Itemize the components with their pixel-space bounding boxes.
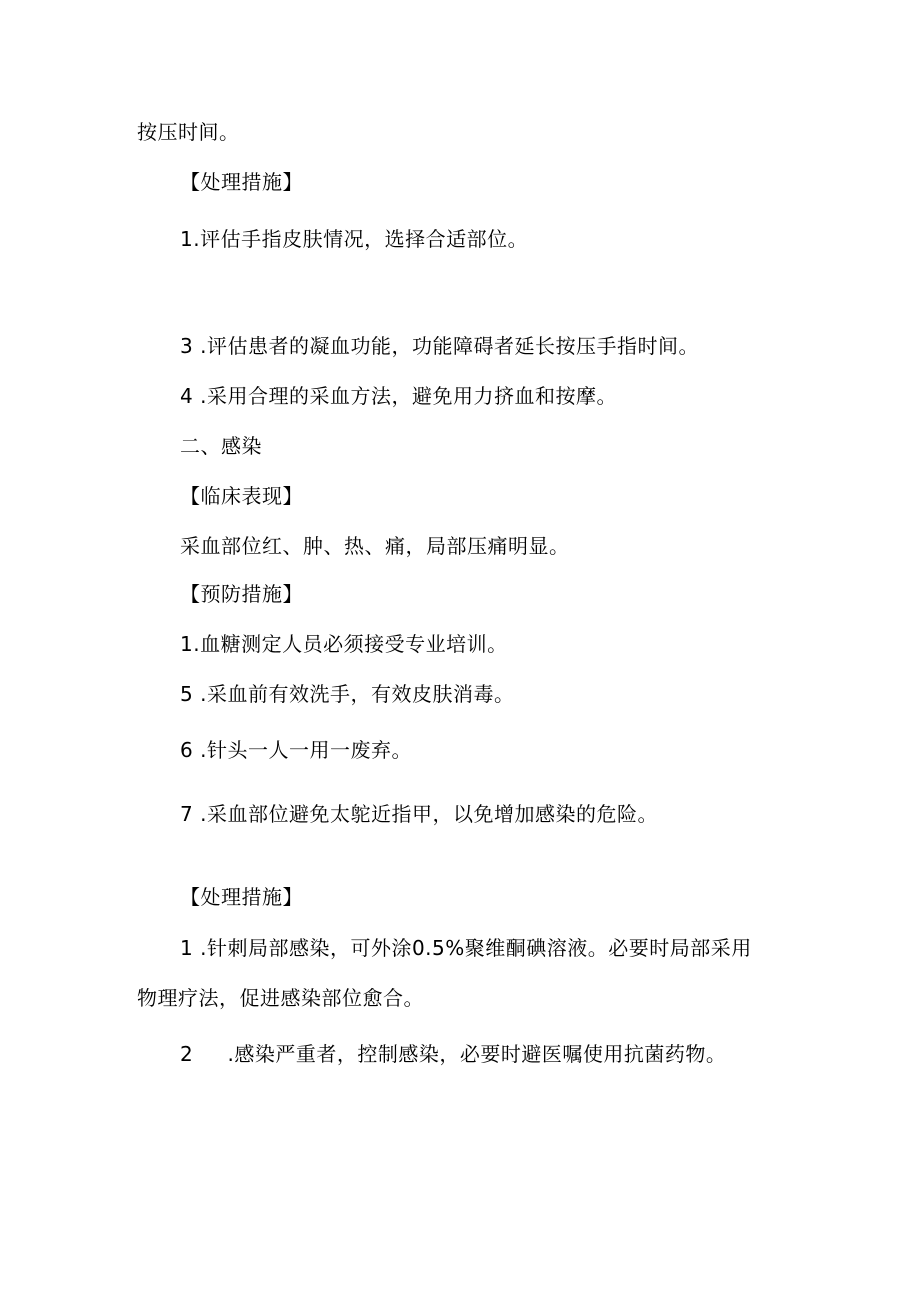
list-item-infection-treatment-1-cont: 物理疗法，促进感染部位愈合。 [137,986,424,1010]
heading-clinical-manifestation: 【临床表现】 [180,484,303,508]
list-item-prevention-5: 5 .采血前有效洗手，有效皮肤消毒。 [180,682,515,706]
heading-prevention-measures: 【预防措施】 [180,582,303,606]
list-item-treatment-1: 1.评估手指皮肤情况，选择合适部位。 [180,227,529,251]
list-item-prevention-6: 6 .针头一人一用一废弃。 [180,738,412,762]
list-item-prevention-7: 7 .采血部位避免太鸵近指甲，以免增加感染的危险。 [180,802,658,826]
list-item-infection-treatment-2: 2 .感染严重者，控制感染，必要时避医嘱使用抗菌药物。 [180,1042,727,1066]
section-title-infection: 二、感染 [180,434,262,458]
list-item-treatment-3: 3 .评估患者的凝血功能，功能障碍者延长按压手指时间。 [180,334,699,358]
list-item-infection-treatment-1: 1 .针刺局部感染，可外涂0.5%聚维酮碘溶液。必要时局部采用 [180,936,752,960]
clinical-manifestation-text: 采血部位红、肿、热、痛，局部压痛明显。 [180,534,570,558]
list-item-treatment-4: 4 .采用合理的采血方法，避免用力挤血和按摩。 [180,384,617,408]
heading-treatment-measures: 【处理措施】 [180,170,303,194]
text-line-continuation: 按压时间。 [137,120,240,144]
heading-treatment-measures-2: 【处理措施】 [180,885,303,909]
list-item-prevention-1: 1.血糖测定人员必须接受专业培训。 [180,632,508,656]
